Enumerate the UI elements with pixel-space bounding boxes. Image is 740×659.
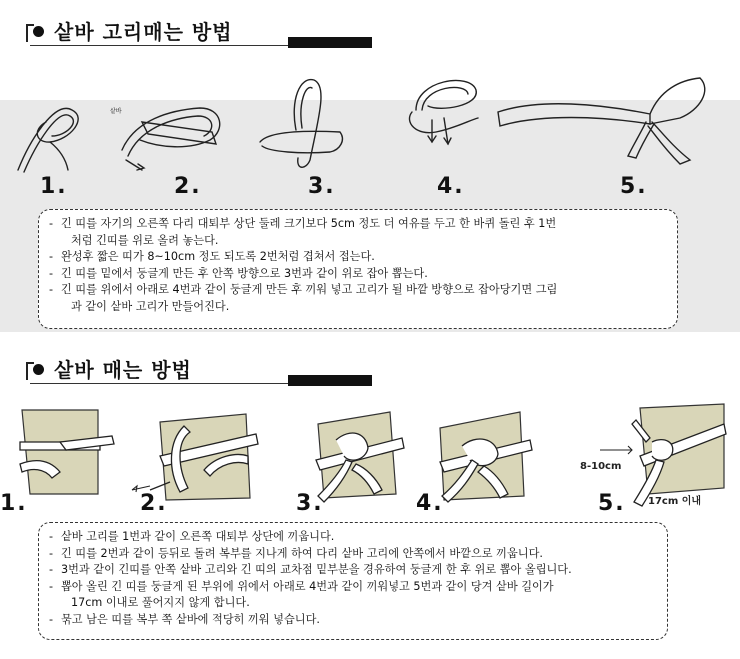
instruction-line: 처럼 긴띠를 위로 올려 놓는다. [71, 233, 219, 247]
step-number-4: 4. [416, 491, 444, 516]
step-number-4: 4. [437, 174, 465, 199]
section1-title: 샅바 고리매는 방법 [54, 20, 233, 44]
step-number-1: 1. [40, 174, 68, 199]
instruction-line: - 긴 띠를 밑에서 둥글게 만든 후 안쪽 방향으로 3번과 같이 위로 잡아 뽑는다. [49, 266, 428, 280]
section1-instructions [38, 209, 678, 329]
instruction-line: 17cm 이내로 풀어지지 않게 합니다. [71, 596, 250, 610]
loop-step1-figure [18, 108, 78, 172]
step-number-5: 5. [598, 491, 626, 516]
step-number-2: 2. [174, 174, 202, 199]
length-range-label: 8-10cm [580, 461, 622, 472]
instruction-line: - 완성후 짧은 띠가 8~10cm 정도 되도록 2번처럼 겹쳐서 접는다. [49, 250, 375, 264]
step-number-3: 3. [296, 491, 324, 516]
loop-step4-figure [409, 80, 478, 144]
instruction-line: - 3번과 같이 긴띠를 안쪽 샅바 고리와 긴 띠의 교차점 밑부분을 경유하여 둥글게 한 후 위로 뽑아 올립니다. [49, 563, 572, 577]
instruction-line: - 뽑아 올린 긴 띠를 둥글게 된 부위에 위에서 아래로 4번과 같이 끼워넣고 5번과 같이 당겨 샅바 길이가 [49, 579, 554, 593]
bullet-dot-icon [33, 364, 44, 375]
section2-instructions [38, 522, 668, 640]
instruction-line: - 긴 띠를 2번과 같이 등뒤로 돌려 복부를 지나게 하여 다리 샅바 고리에 안쪽에서 바깥으로 끼웁니다. [49, 546, 543, 560]
instruction-line: - 샅바 고리를 1번과 같이 오른쪽 대퇴부 상단에 끼웁니다. [49, 530, 335, 543]
heading-bar [288, 37, 372, 48]
step-number-1: 1. [0, 491, 28, 516]
instruction-line: 과 같이 샅바 고리가 만들어진다. [71, 299, 230, 313]
thigh-figure-1 [22, 410, 98, 494]
length-limit-label: 17cm 이내 [648, 496, 702, 507]
loop-tying-illustrations [0, 60, 740, 180]
wearing-illustrations [0, 398, 740, 516]
instruction-line: - 긴 띠를 자기의 오른쪽 다리 대퇴부 상단 둘레 크기보다 5cm 정도 더 여유를 두고 한 바퀴 돌린 후 1번 [49, 217, 557, 230]
step-number-3: 3. [308, 174, 336, 199]
heading-bar [288, 375, 372, 386]
step-number-5: 5. [620, 174, 648, 199]
loop-step5-figure [498, 78, 705, 164]
instruction-line: - 긴 띠를 위에서 아래로 4번과 같이 둥글게 만든 후 끼워 넣고 고리가 될 바깥 방향으로 잡아당기면 그림 [49, 283, 558, 297]
bullet-dot-icon [33, 26, 44, 37]
step-number-2: 2. [140, 491, 168, 516]
loop-step2-figure [122, 108, 220, 170]
instruction-line: - 묶고 남은 띠를 복부 쪽 샅바에 적당히 끼워 넣습니다. [49, 612, 320, 626]
small-label: 샅바 [110, 108, 122, 115]
section2-title: 샅바 매는 방법 [54, 358, 192, 382]
loop-step3-figure [260, 80, 342, 168]
